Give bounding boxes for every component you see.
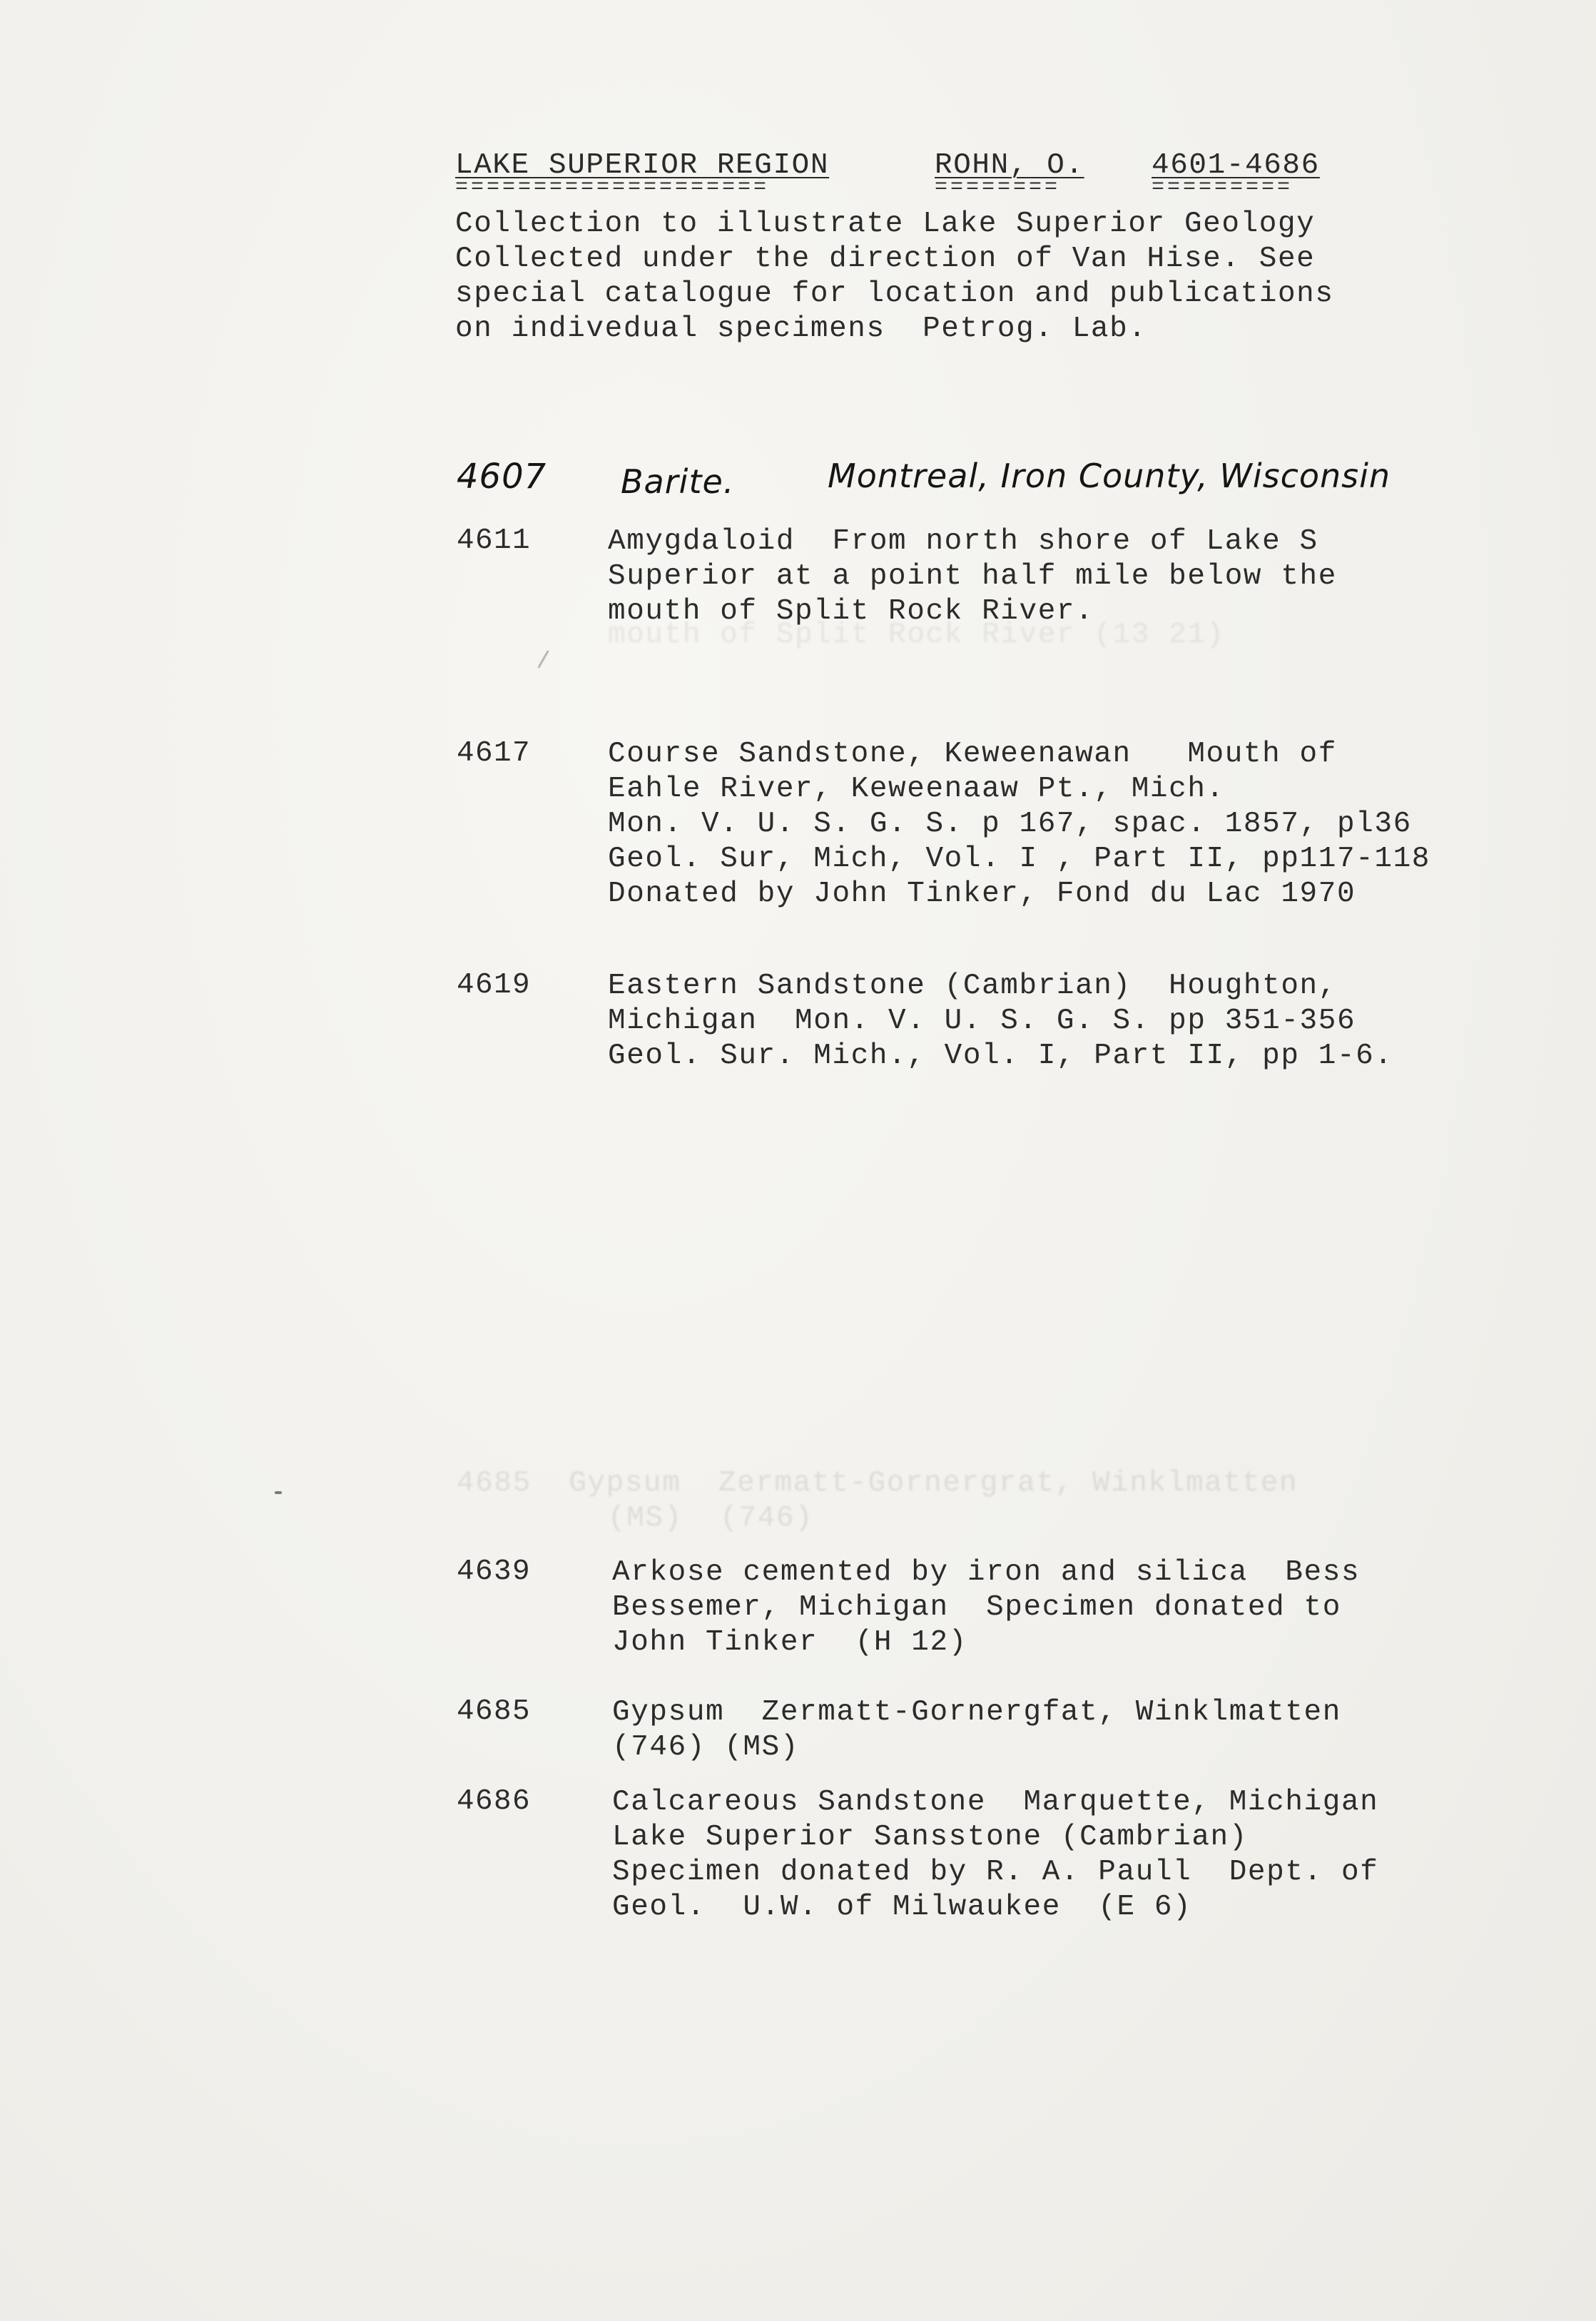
intro-line-1: Collection to illustrate Lake Superior Geology [455,208,1316,240]
entry-4619-number: 4619 [457,969,532,1002]
entry-4686-line-4: Geol. U.W. of Milwaukee (E 6) [612,1891,1192,1924]
entry-4617-line-4: Geol. Sur, Mich, Vol. I , Part II, pp117-118 [608,843,1430,875]
entry-4686-line-2: Lake Superior Sansstone (Cambrian) [612,1821,1248,1854]
header-region: LAKE SUPERIOR REGION [455,149,830,182]
entry-4611-line-1: Amygdaloid From north shore of Lake S [608,525,1318,558]
header-region-double-underline: ==================== [455,177,770,198]
entry-4611-line-2: Superior at a point half mile below the [608,560,1337,593]
entry-4611-line-3: mouth of Split Rock River. [608,595,1094,628]
entry-4617-line-2: Eahle River, Keweenaaw Pt., Mich. [608,773,1225,806]
header-range: 4601-4686 [1152,149,1320,182]
paper-mark [537,650,549,669]
entry-4617-line-1: Course Sandstone, Keweenawan Mouth of [608,738,1337,771]
entry-4617-number: 4617 [457,737,532,770]
entry-4639-number: 4639 [457,1555,532,1588]
entry-4685-line-2: (746) (MS) [612,1731,800,1764]
entry-4685-number: 4685 [457,1695,532,1728]
erased-entry-ghost-line-2: (MS) (746) [608,1502,814,1535]
entry-4619-line-1: Eastern Sandstone (Cambrian) Houghton, [608,970,1337,1002]
entry-4607-number: 4607 [457,457,547,497]
intro-line-4: on indivedual specimens Petrog. Lab. [455,313,1147,345]
intro-line-2: Collected under the direction of Van Hise. See [455,243,1316,275]
entry-4611-number: 4611 [457,524,532,557]
entry-4685-line-1: Gypsum Zermatt-Gornergfat, Winklmatten [612,1696,1341,1729]
entry-4639-line-3: John Tinker (H 12) [612,1626,967,1659]
entry-4617-line-3: Mon. V. U. S. G. S. p 167, spac. 1857, pl36 [608,808,1412,840]
entry-4617-line-5: Donated by John Tinker, Fond du Lac 1970 [608,878,1356,910]
header-range-double-underline: ========= [1152,177,1293,198]
entry-4686-line-1: Calcareous Sandstone Marquette, Michigan [612,1786,1379,1819]
header-collector-double-underline: ======== [935,177,1061,198]
entry-4619-line-3: Geol. Sur. Mich., Vol. I, Part II, pp 1-6. [608,1040,1393,1072]
paper-speck [275,1491,282,1494]
entry-4607-name: Barite. [621,462,735,501]
entry-4607-location: Montreal, Iron County, Wisconsin [828,457,1391,495]
entry-4686-line-3: Specimen donated by R. A. Paull Dept. of [612,1856,1379,1889]
entry-4686-number: 4686 [457,1785,532,1818]
entry-4639-line-1: Arkose cemented by iron and silica Bess [612,1556,1361,1589]
header-collector: ROHN, O. [935,149,1084,182]
intro-line-3: special catalogue for location and publications [455,278,1334,310]
entry-4639-line-2: Bessemer, Michigan Specimen donated to [612,1591,1341,1624]
erased-text-ghost: mouth of Split Rock River (13 21) [608,619,1225,651]
entry-4619-line-2: Michigan Mon. V. U. S. G. S. pp 351-356 [608,1005,1356,1037]
erased-entry-ghost-line-1: 4685 Gypsum Zermatt-Gornergrat, Winklmatten [457,1467,1298,1500]
